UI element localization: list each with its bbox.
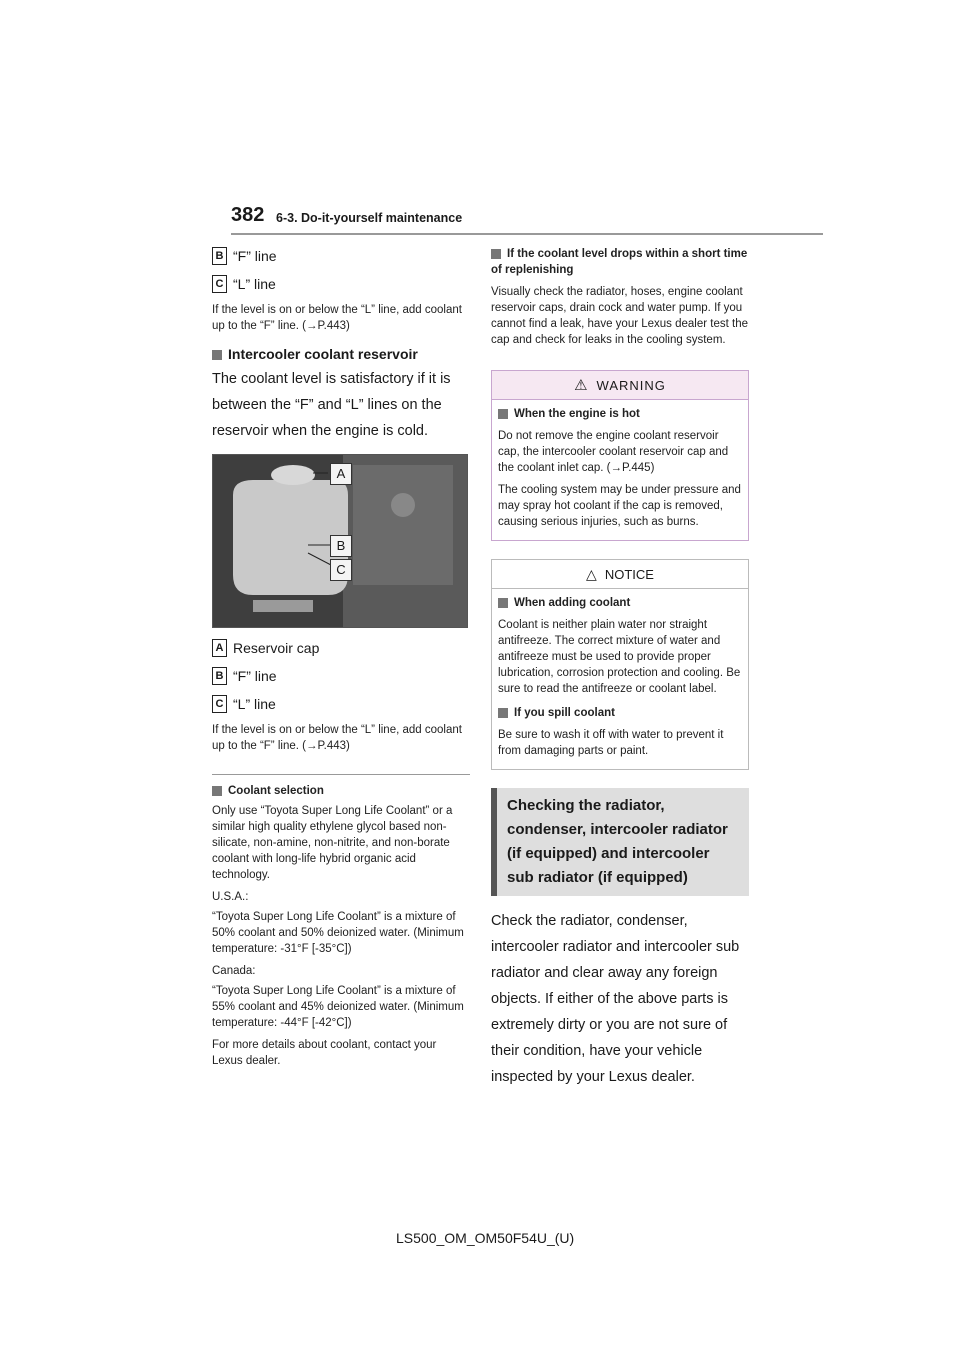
- warning-text: Do not remove the engine coolant reservoir cap, the intercooler coolant reservoir cap and the coolant inlet cap. (→P.445): [498, 430, 729, 474]
- page-number: 382: [231, 204, 265, 226]
- callout-a: A: [330, 463, 352, 485]
- notice-box: [491, 559, 749, 770]
- label-row: [212, 274, 470, 294]
- level-note: If the level is on or below the “L” line, add coolant up to the “F” line. (→P.443): [212, 724, 462, 752]
- warning-triangle-icon: ⚠: [574, 377, 589, 394]
- notice-triangle-icon: △: [586, 565, 597, 582]
- bullet-square-icon: [212, 350, 222, 360]
- bullet-square-icon: [212, 786, 222, 796]
- notice-body: [492, 589, 748, 769]
- label-text: Reservoir cap: [233, 640, 320, 656]
- subheading: Intercooler coolant reservoir: [212, 346, 470, 362]
- bullet-square-icon: [498, 598, 508, 608]
- reservoir-figure: [212, 454, 468, 628]
- header-rule: [231, 233, 823, 235]
- canada-label: Canada:: [212, 965, 256, 977]
- notice-heading: If you spill coolant: [498, 705, 742, 721]
- canada-text: “Toyota Super Long Life Coolant” is a mixture of 55% coolant and 45% deionized water. (Minimum temperature: -44°F [-42°C]): [212, 985, 464, 1029]
- drop-heading: If the coolant level drops within a short time of replenishing: [491, 248, 748, 276]
- label-key: C: [212, 275, 227, 293]
- notice-heading: When adding coolant: [498, 595, 742, 611]
- warning-heading: When the engine is hot: [498, 406, 742, 422]
- section-title: 6-3. Do-it-yourself maintenance: [276, 211, 463, 225]
- label-text: “L” line: [233, 696, 276, 712]
- more-details: For more details about coolant, contact your Lexus dealer.: [212, 1039, 437, 1067]
- label-row: [212, 666, 470, 686]
- callout-c: C: [330, 559, 352, 581]
- label-text: “F” line: [233, 248, 277, 264]
- warning-box: [491, 370, 749, 541]
- divider: [212, 774, 470, 775]
- usa-text: “Toyota Super Long Life Coolant” is a mixture of 50% coolant and 50% deionized water. (Minimum temperature: -31°F [-35°C]): [212, 911, 464, 955]
- coolant-selection-heading: Coolant selection: [212, 783, 470, 799]
- bullet-square-icon: [491, 249, 501, 259]
- label-key: C: [212, 695, 227, 713]
- warning-text: The cooling system may be under pressure and may spray hot coolant if the cap is removed, causing serious injuries, such as burns.: [498, 484, 741, 528]
- label-key: B: [212, 247, 227, 265]
- section-paragraph: Check the radiator, condenser, intercooler radiator and intercooler sub radiator and clear away any foreign objects. If either of the above parts is extremely dirty or you are not sure of their condition, have your vehicle inspected by your Lexus dealer.: [491, 913, 740, 1085]
- bullet-square-icon: [498, 708, 508, 718]
- right-column: [491, 246, 749, 1090]
- notice-header: △ NOTICE: [492, 560, 748, 589]
- label-key: A: [212, 639, 227, 657]
- label-row: [212, 638, 470, 658]
- section-heading: Checking the radiator, condenser, intercooler radiator (if equipped) and intercooler sub radiator (if equipped): [491, 788, 749, 896]
- footer-code: LS500_OM_OM50F54U_(U): [396, 1230, 575, 1246]
- left-column: [212, 246, 470, 1069]
- usa-label: U.S.A.:: [212, 891, 249, 903]
- level-note: If the level is on or below the “L” line, add coolant up to the “F” line. (→P.443): [212, 304, 462, 332]
- label-text: “L” line: [233, 276, 276, 292]
- label-row: [212, 694, 470, 714]
- label-row: [212, 246, 470, 266]
- label-key: B: [212, 667, 227, 685]
- notice-text: Coolant is neither plain water nor straight antifreeze. The correct mixture of water and antifreeze must be used to provide proper lubrication, corrosion protection and cooling. Be sure to read the antifreeze or coolant label.: [498, 619, 741, 695]
- warning-header: ⚠ WARNING: [492, 371, 748, 400]
- selection-text: Only use “Toyota Super Long Life Coolant” or a similar high quality ethylene glycol based non-silicate, non-amine, non-nitrite, and non-borate coolant with long-life hybrid organic acid technology.: [212, 805, 453, 881]
- label-text: “F” line: [233, 668, 277, 684]
- callout-b: B: [330, 535, 352, 557]
- warning-body: [492, 400, 748, 540]
- notice-text: Be sure to wash it off with water to prevent it from damaging parts or paint.: [498, 729, 724, 757]
- drop-text: Visually check the radiator, hoses, engine coolant reservoir caps, drain cock and water pump. If you cannot find a leak, have your Lexus dealer test the cap and check for leaks in the cooling system.: [491, 286, 748, 346]
- paragraph: The coolant level is satisfactory if it is between the “F” and “L” lines on the reservoir when the engine is cold.: [212, 371, 451, 439]
- figure-labels: [212, 638, 470, 714]
- bullet-square-icon: [498, 409, 508, 419]
